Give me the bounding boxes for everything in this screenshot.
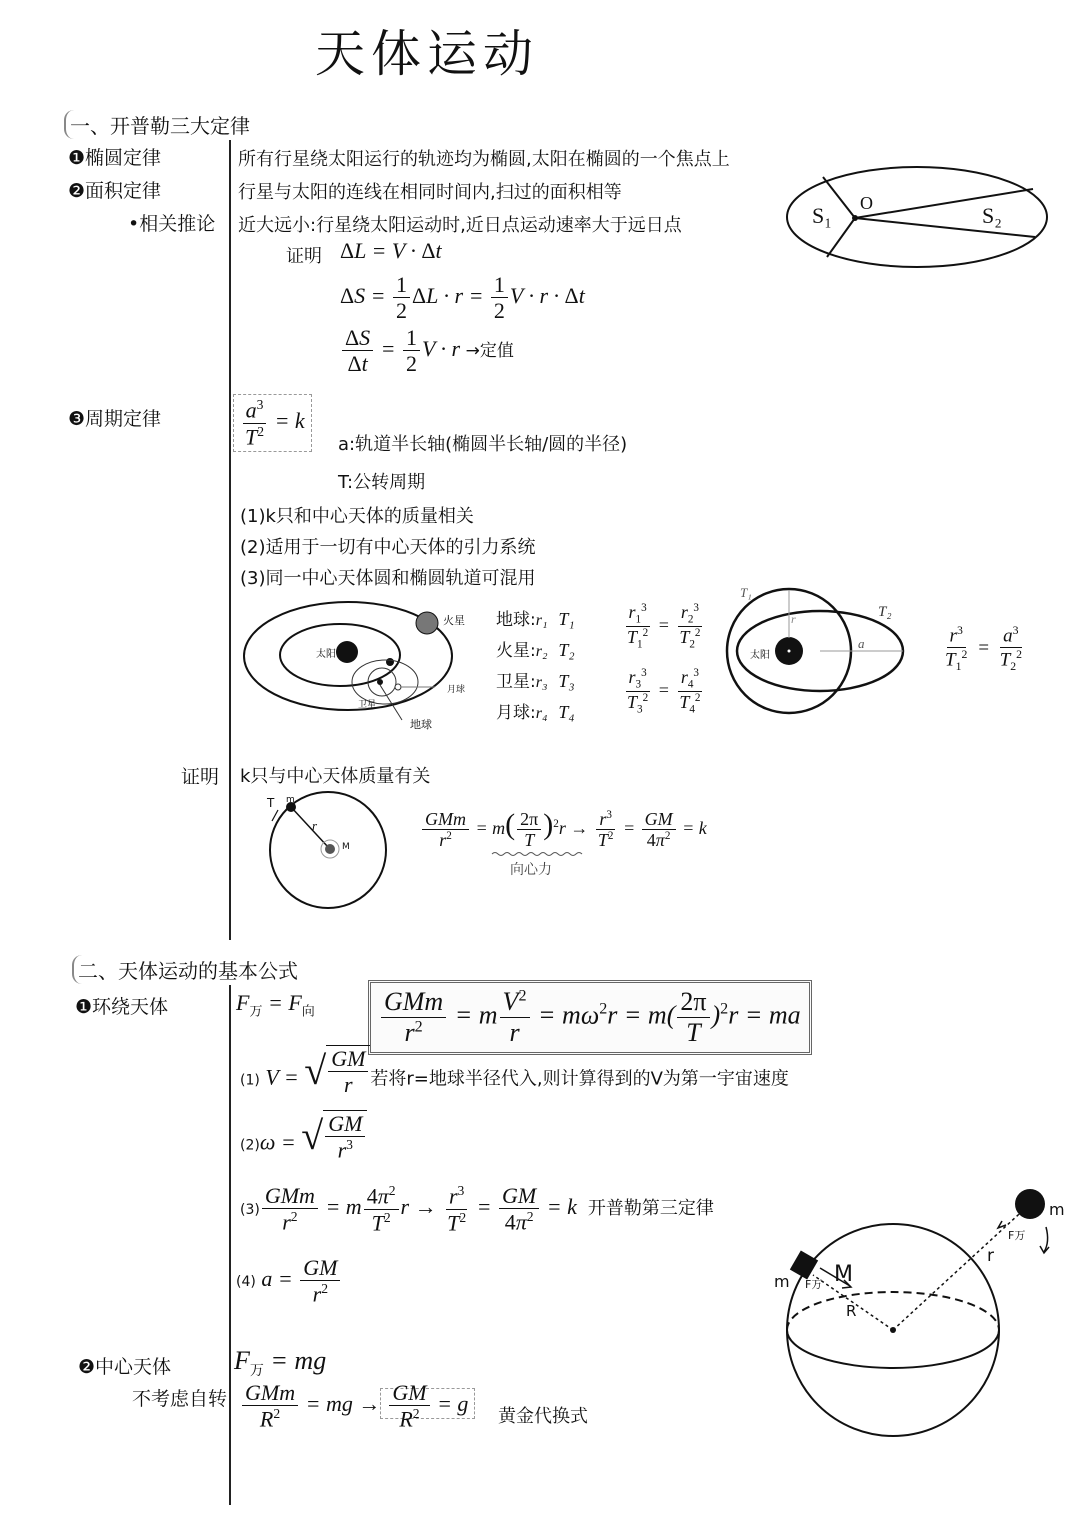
proof-line-2: ΔS = $\frac{1}{2}$ ΔL · r = $\frac{1}{2}$ V · r · Δt <box>340 272 585 324</box>
central-eq-1: $F_万$ = mg <box>234 1346 327 1380</box>
area-label-s2: S₂ <box>982 203 1002 228</box>
central-eq-2: $\frac{\text{GMm}}{R^2}$ = mg → $\frac{GM}{R^2}$ = g <box>240 1380 475 1432</box>
label-big-r: R <box>846 1302 857 1320</box>
label-t2: T₂ <box>878 604 892 620</box>
page-title: 天体运动 <box>315 25 539 83</box>
law2-text: 行星与太阳的连线在相同时间内,扫过的面积相等 <box>238 182 622 203</box>
centripetal-annotation: 向心力 <box>510 862 552 878</box>
label-a: a <box>858 636 865 651</box>
bodies-list <box>496 605 575 729</box>
ratio-eq-2: $\frac{r_3^3}{T_3^2}$ = $\frac{r_4^3}{T_4^2}$ <box>627 667 701 717</box>
main-equation-box: $\frac{\text{GMm}}{r^2}$ = m $\frac{V^2}{r}$ = $m\omega^2r = m$( $\frac{2\pi}{T}$ )$^2$r = ma <box>368 980 812 1055</box>
orbiting-label: ❶环绕天体 <box>75 996 169 1018</box>
central-label: ❷中心天体 <box>78 1356 172 1378</box>
formula-1: (1) V = √ $\frac{GM}{r}$ 若将r=地球半径代入,则计算得到的V为第一宇宙速度 <box>240 1046 789 1098</box>
proof2-equation: $\frac{\text{GMm}}{r^2}$ = m( $\frac{2\pi}{T}$ )$^2$r → $\frac{r^3}{T^2}$ = $\frac{GM}{4\pi^2}$ = k <box>420 808 707 851</box>
label-satellite: 卫星 <box>358 700 377 710</box>
label-f-orbit: F万 <box>1008 1229 1026 1242</box>
mixed-ratio-eq: $\frac{r^3}{T_1^2}$ = $\frac{a^3}{T_2^2}$ <box>945 624 1023 674</box>
label-f-surface: F万 <box>805 1278 823 1291</box>
label-m-large: M <box>342 842 350 852</box>
law2-label: ❷面积定律 <box>68 180 162 202</box>
law3-note-1: (1)k只和中心天体的质量相关 <box>240 506 474 527</box>
label-m-small: m <box>286 795 295 805</box>
label-t1: T₁ <box>740 585 752 600</box>
label-small-r: r <box>987 1246 994 1266</box>
body-row: 月球:r₄ T₄ <box>496 702 575 723</box>
corollary-text: 近大远小:行星绕太阳运动时,近日点运动速率大于远日点 <box>238 215 682 236</box>
corollary-label: •相关推论 <box>128 213 216 235</box>
proof-line-1: ΔL = V · Δt <box>340 238 442 263</box>
body-row: 卫星:r₃ T₃ <box>496 671 575 692</box>
area-label-s1: S₁ <box>812 203 832 228</box>
formula-3-note: 开普勒第三定律 <box>587 1198 714 1220</box>
law3-def-a: a:轨道半长轴(椭圆半长轴/圆的半径) <box>338 434 628 455</box>
ratio-eq-1: $\frac{r_1^3}{T_1^2}$ = $\frac{r_2^3}{T_2^2}$ <box>627 602 701 652</box>
body-row: 火星:r₂ T₂ <box>496 640 575 661</box>
label-earth: 地球 <box>410 718 432 731</box>
wavy-underline <box>492 851 584 857</box>
label-moon: 月球 <box>447 685 466 695</box>
force-balance-eq: $F_万 = F_向$ <box>236 990 315 1020</box>
circular-orbit-diagram <box>262 795 392 910</box>
label-m-surface: m <box>774 1272 790 1291</box>
label-mars: 火星 <box>443 614 465 627</box>
body-row: 地球:r₁ T₁ <box>496 609 575 630</box>
solar-orbit-diagram <box>240 600 470 730</box>
law1-text: 所有行星绕太阳运行的轨迹均为椭圆,太阳在椭圆的一个焦点上 <box>238 149 730 170</box>
label-r: r <box>791 612 796 626</box>
divider-line-1 <box>229 140 231 940</box>
formula-2: (2)ω = √ $\frac{GM}{r^3}$ <box>240 1110 367 1163</box>
law1-label: ❶椭圆定律 <box>68 147 162 169</box>
golden-substitution-note: 黄金代换式 <box>498 1406 588 1427</box>
section-heading-kepler: 一、开普勒三大定律 <box>64 110 250 139</box>
law3-formula-box: $\frac{a^3}{T^2}$ = k <box>233 394 312 452</box>
formula-1-note: 若将r=地球半径代入,则计算得到的V为第一宇宙速度 <box>370 1068 789 1090</box>
proof-label: 证明 <box>286 246 322 267</box>
label-t: T <box>267 796 275 810</box>
law3-note-3: (3)同一中心天体圆和椭圆轨道可混用 <box>240 568 536 589</box>
divider-line-2 <box>229 985 231 1505</box>
section-heading-formulas: 二、天体运动的基本公式 <box>72 955 298 984</box>
formula-3: (3) $\frac{\text{GMm}}{r^2}$ = m $\frac{4\pi^2}{T^2}$ r → $\frac{r^3}{T^2}$ = $\frac{GM}{4\pi^2}$ = k 开普勒第三定律 <box>240 1183 714 1235</box>
central-sublabel: 不考虑自转 <box>132 1388 228 1410</box>
label-r-2: r <box>312 818 318 833</box>
proof-conclusion: →定值 <box>465 340 514 361</box>
label-sun: 太阳 <box>316 649 336 660</box>
focus-label-o: O <box>860 193 873 213</box>
label-m-orbit: m <box>1049 1200 1065 1219</box>
label-sun-2: 太阳 <box>750 650 770 661</box>
label-big-m: M <box>834 1262 853 1287</box>
law3-label: ❸周期定律 <box>68 408 162 430</box>
planet-sphere-diagram <box>780 1180 1060 1450</box>
proof2-text: k只与中心天体质量有关 <box>240 766 431 787</box>
law3-def-t: T:公转周期 <box>338 472 426 493</box>
formula-4: (4) a = $\frac{GM}{r^2}$ <box>236 1255 342 1307</box>
law3-note-2: (2)适用于一切有中心天体的引力系统 <box>240 537 536 558</box>
proof-line-3: $\frac{\Delta S}{\Delta t}$ = $\frac{1}{2}$ V · r →定值 <box>340 325 514 377</box>
proof2-label: 证明 <box>181 766 220 788</box>
